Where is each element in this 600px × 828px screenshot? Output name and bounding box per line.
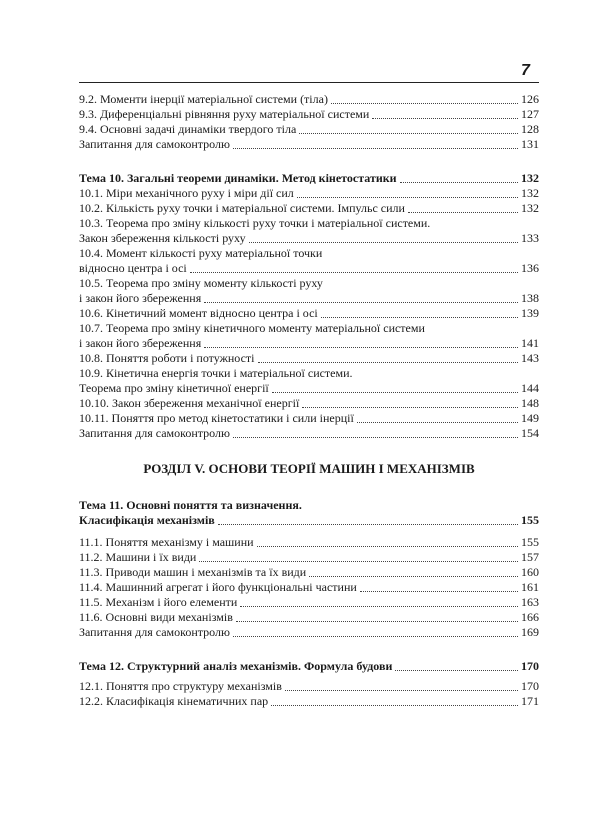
toc-entry-text: 11.4. Машинний агрегат і його функціональні частини — [79, 580, 357, 594]
toc-page-number: 132 — [521, 186, 539, 200]
toc-entry-text-continued: відносно центра і осі — [79, 261, 187, 275]
toc-entry[interactable] — [79, 246, 539, 276]
toc-entry-text: Запитання для самоконтролю — [79, 137, 230, 151]
toc-page-number: 132 — [521, 201, 539, 215]
toc-page-number: 166 — [521, 610, 539, 624]
toc-page-number: 126 — [521, 92, 539, 106]
toc-entry-text: 10.6. Кінетичний момент відносно центра і осі — [79, 306, 318, 320]
toc-entry[interactable] — [79, 610, 539, 625]
toc-entry-text: 10.8. Поняття роботи і потужності — [79, 351, 255, 365]
toc-page-number: 144 — [521, 381, 539, 395]
toc-entry-text: 10.11. Поняття про метод кінетостатики і сили інерції — [79, 411, 354, 425]
toc-entry[interactable] — [79, 276, 539, 306]
toc-page-number: 161 — [521, 580, 539, 594]
toc-entry-text: 9.3. Диференціальні рівняння руху матеріальної системи — [79, 107, 370, 121]
dot-leader — [408, 212, 518, 213]
toc-entry[interactable] — [79, 550, 539, 565]
toc-entry-text: 10.5. Теорема про зміну моменту кількості руху — [79, 276, 323, 290]
toc-entry-text: 10.2. Кількість руху точки і матеріальної системи. Імпульс сили — [79, 201, 405, 215]
toc-entry-text: Тема 11. Основні поняття та визначення. — [79, 498, 302, 512]
toc-page-number: 160 — [521, 565, 539, 579]
toc-entry-text-continued: Теорема про зміну кінетичної енергії — [79, 381, 269, 395]
dot-leader — [233, 148, 518, 149]
toc-page-number: 127 — [521, 107, 539, 121]
dot-leader — [233, 636, 518, 637]
toc-entry-text: Тема 12. Структурний аналіз механізмів. Формула будови — [79, 659, 393, 673]
page-number: 7 — [521, 62, 530, 79]
dot-leader — [360, 591, 518, 592]
toc-page-number: 136 — [521, 261, 539, 275]
section-title: РОЗДІЛ V. ОСНОВИ ТЕОРІЇ МАШИН І МЕХАНІЗМІВ — [143, 461, 475, 476]
toc-page-number: 169 — [521, 625, 539, 639]
toc-entry-text: 11.2. Машини і їх види — [79, 550, 197, 564]
toc-entry[interactable] — [79, 679, 539, 694]
toc-topic-entry[interactable] — [79, 498, 539, 528]
toc-topic-11-heading[interactable] — [79, 498, 539, 528]
toc-entry[interactable] — [79, 351, 539, 366]
dot-leader — [285, 690, 518, 691]
dot-leader — [297, 197, 518, 198]
toc-entry-text: Запитання для самоконтролю — [79, 426, 230, 440]
dot-leader — [199, 561, 518, 562]
toc-page-number: 138 — [521, 291, 539, 305]
toc-topic-12-heading[interactable] — [79, 659, 539, 674]
toc-entry[interactable] — [79, 694, 539, 709]
toc-entry-text-continued: і закон його збереження — [79, 291, 202, 305]
toc-entry-text-continued: і закон його збереження — [79, 336, 202, 350]
toc-entry-text: 11.5. Механізм і його елементи — [79, 595, 238, 609]
dot-leader — [249, 242, 518, 243]
dot-leader — [218, 524, 518, 525]
dot-leader — [321, 317, 518, 318]
toc-page-number: 148 — [521, 396, 539, 410]
toc-entry[interactable] — [79, 321, 539, 351]
toc-page-number: 141 — [521, 336, 539, 350]
toc-page-number: 132 — [521, 171, 539, 185]
dot-leader — [190, 272, 518, 273]
toc-page-number: 157 — [521, 550, 539, 564]
dot-leader — [331, 103, 518, 104]
toc-entry-text: 12.2. Класифікація кінематичних пар — [79, 694, 269, 708]
toc-entry[interactable] — [79, 595, 539, 610]
dot-leader — [372, 118, 518, 119]
toc-entry-text-continued: Закон збереження кількості руху — [79, 231, 246, 245]
toc-entry[interactable] — [79, 396, 539, 411]
toc-entry[interactable] — [79, 535, 539, 550]
toc-entry-text: 10.3. Теорема про зміну кількості руху точки і матеріальної системи. — [79, 216, 431, 230]
toc-topic-10-heading[interactable] — [79, 171, 539, 186]
toc-page-number: 170 — [521, 659, 539, 673]
dot-leader — [299, 133, 518, 134]
toc-entry[interactable] — [79, 411, 539, 426]
toc-topic-entry[interactable] — [79, 659, 539, 674]
dot-leader — [240, 606, 518, 607]
toc-group-topic-11 — [79, 535, 539, 640]
toc-entry-text: 10.7. Теорема про зміну кінетичного моменту матеріальної системи — [79, 321, 425, 335]
dot-leader — [204, 302, 518, 303]
toc-page-number: 155 — [521, 513, 539, 527]
dot-leader — [272, 392, 518, 393]
toc-page-number: 139 — [521, 306, 539, 320]
toc-entry-text: 10.4. Момент кількості руху матеріальної точки — [79, 246, 323, 260]
toc-group-topic-10 — [79, 186, 539, 441]
toc-entry[interactable] — [79, 306, 539, 321]
dot-leader — [271, 705, 518, 706]
toc-page-number: 133 — [521, 231, 539, 245]
toc-entry[interactable] — [79, 580, 539, 595]
toc-page-number: 149 — [521, 411, 539, 425]
toc-page-number: 131 — [521, 137, 539, 151]
toc-entry-text: 11.3. Приводи машин і механізмів та їх види — [79, 565, 307, 579]
dot-leader — [236, 621, 518, 622]
toc-entry[interactable] — [79, 625, 539, 640]
dot-leader — [400, 182, 518, 183]
toc-entry[interactable] — [79, 186, 539, 201]
toc-entry-text: 10.9. Кінетична енергія точки і матеріальної системи. — [79, 366, 353, 380]
toc-entry-text: Запитання для самоконтролю — [79, 625, 230, 639]
toc-page-number: 171 — [521, 694, 539, 708]
toc-entry-text: 10.10. Закон збереження механічної енергії — [79, 396, 300, 410]
toc-page-number: 154 — [521, 426, 539, 440]
toc-entry-text: 11.6. Основні види механізмів — [79, 610, 233, 624]
toc-entry-text: 11.1. Поняття механізму і машини — [79, 535, 254, 549]
toc-topic-entry[interactable] — [79, 171, 539, 186]
toc-entry[interactable] — [79, 366, 539, 396]
toc-page-number: 163 — [521, 595, 539, 609]
toc-entry[interactable] — [79, 137, 539, 152]
toc-entry-text: 9.2. Моменти інерції матеріальної системи (тіла) — [79, 92, 328, 106]
dot-leader — [258, 362, 518, 363]
toc-entry-text: Тема 10. Загальні теореми динаміки. Метод кінетостатики — [79, 171, 397, 185]
dot-leader — [309, 576, 518, 577]
toc-entry-text: 9.4. Основні задачі динаміки твердого тіла — [79, 122, 297, 136]
toc-entry[interactable] — [79, 216, 539, 246]
toc-page-number: 143 — [521, 351, 539, 365]
toc-entry[interactable] — [79, 201, 539, 216]
toc-page-number: 170 — [521, 679, 539, 693]
dot-leader — [302, 407, 518, 408]
dot-leader — [357, 422, 518, 423]
dot-leader — [204, 347, 518, 348]
toc-entry-text: 10.1. Міри механічного руху і міри дії сил — [79, 186, 294, 200]
toc-entry[interactable] — [79, 565, 539, 580]
dot-leader — [257, 546, 518, 547]
toc-entry-text-continued: Класифікація механізмів — [79, 513, 215, 527]
toc-entry[interactable] — [79, 426, 539, 441]
toc-entry[interactable] — [79, 92, 539, 107]
toc-group-topic-9 — [79, 92, 539, 152]
toc-page-number: 155 — [521, 535, 539, 549]
toc-entry-text: 12.1. Поняття про структуру механізмів — [79, 679, 282, 693]
header-rule — [79, 82, 539, 83]
toc-group-topic-12 — [79, 679, 539, 709]
dot-leader — [233, 437, 518, 438]
dot-leader — [395, 670, 518, 671]
toc-page-number: 128 — [521, 122, 539, 136]
toc-entry[interactable] — [79, 107, 539, 122]
toc-entry[interactable] — [79, 122, 539, 137]
table-of-contents — [79, 92, 539, 709]
